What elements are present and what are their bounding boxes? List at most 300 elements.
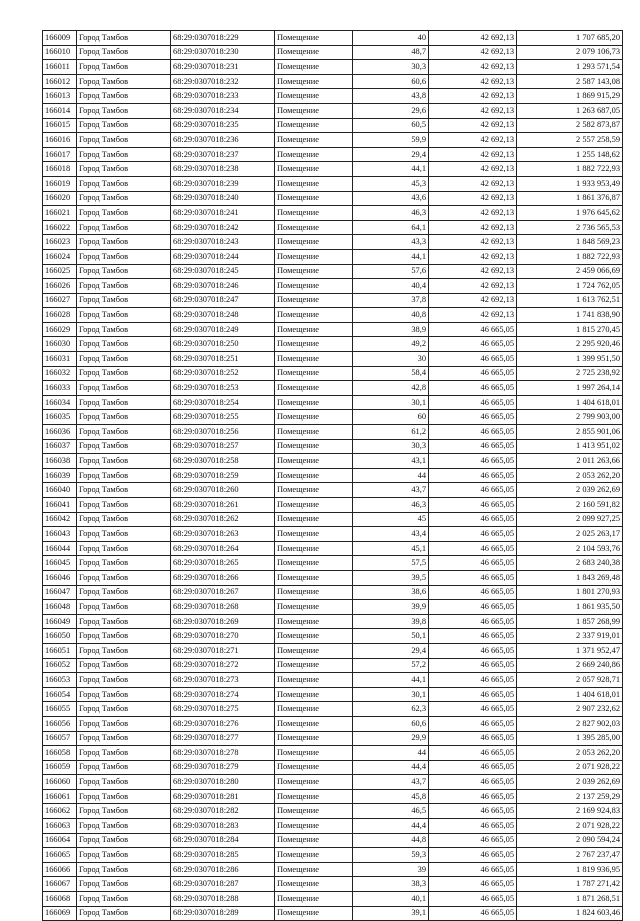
object-type-cell: Помещение (275, 293, 353, 308)
cadastral-value-cell: 1 399 951,50 (517, 352, 623, 367)
row-id-cell: 166037 (43, 439, 77, 454)
table-row (43, 410, 623, 425)
cadastral-value-cell: 2 099 927,25 (517, 512, 623, 527)
area-cell: 43,6 (353, 191, 429, 206)
object-type-cell: Помещение (275, 746, 353, 761)
cadastral-value-cell: 2 039 262,69 (517, 483, 623, 498)
cadastral-value-cell: 2 071 928,22 (517, 819, 623, 834)
cadastral-number-cell: 68:29:0307018:258 (171, 454, 275, 469)
row-id-cell: 166018 (43, 162, 77, 177)
city-cell: Город Тамбов (77, 235, 171, 250)
cadastral-number-cell: 68:29:0307018:249 (171, 322, 275, 337)
cadastral-number-cell: 68:29:0307018:236 (171, 133, 275, 148)
row-id-cell: 166068 (43, 892, 77, 907)
row-id-cell: 166041 (43, 498, 77, 513)
city-cell: Город Тамбов (77, 31, 171, 46)
cadastral-number-cell: 68:29:0307018:254 (171, 395, 275, 410)
object-type-cell: Помещение (275, 60, 353, 75)
object-type-cell: Помещение (275, 249, 353, 264)
unit-value-cell: 42 692,13 (429, 60, 517, 75)
city-cell: Город Тамбов (77, 191, 171, 206)
unit-value-cell: 42 692,13 (429, 103, 517, 118)
row-id-cell: 166056 (43, 716, 77, 731)
cadastral-value-cell: 1 882 722,93 (517, 249, 623, 264)
city-cell: Город Тамбов (77, 395, 171, 410)
unit-value-cell: 46 665,05 (429, 439, 517, 454)
cadastral-value-cell: 2 169 924,83 (517, 804, 623, 819)
cadastral-number-cell: 68:29:0307018:262 (171, 512, 275, 527)
unit-value-cell: 42 692,13 (429, 89, 517, 104)
row-id-cell: 166026 (43, 279, 77, 294)
table-row (43, 585, 623, 600)
cadastral-number-cell: 68:29:0307018:238 (171, 162, 275, 177)
cadastral-number-cell: 68:29:0307018:261 (171, 498, 275, 513)
object-type-cell: Помещение (275, 454, 353, 469)
cadastral-value-cell: 1 404 618,01 (517, 687, 623, 702)
city-cell: Город Тамбов (77, 147, 171, 162)
row-id-cell: 166047 (43, 585, 77, 600)
unit-value-cell: 46 665,05 (429, 892, 517, 907)
unit-value-cell: 46 665,05 (429, 410, 517, 425)
cadastral-value-cell: 2 459 066,69 (517, 264, 623, 279)
city-cell: Город Тамбов (77, 103, 171, 118)
area-cell: 44 (353, 468, 429, 483)
unit-value-cell: 46 665,05 (429, 322, 517, 337)
city-cell: Город Тамбов (77, 906, 171, 921)
unit-value-cell: 46 665,05 (429, 454, 517, 469)
cadastral-value-cell: 1 882 722,93 (517, 162, 623, 177)
area-cell: 44,1 (353, 673, 429, 688)
object-type-cell: Помещение (275, 673, 353, 688)
table-row (43, 862, 623, 877)
cadastral-number-cell: 68:29:0307018:247 (171, 293, 275, 308)
city-cell: Город Тамбов (77, 45, 171, 60)
table-row (43, 570, 623, 585)
object-type-cell: Помещение (275, 45, 353, 60)
area-cell: 29,6 (353, 103, 429, 118)
table-row (43, 906, 623, 921)
city-cell: Город Тамбов (77, 614, 171, 629)
unit-value-cell: 46 665,05 (429, 381, 517, 396)
object-type-cell: Помещение (275, 162, 353, 177)
cadastral-value-cell: 2 669 240,86 (517, 658, 623, 673)
city-cell: Город Тамбов (77, 60, 171, 75)
table-row (43, 673, 623, 688)
object-type-cell: Помещение (275, 118, 353, 133)
cadastral-number-cell: 68:29:0307018:273 (171, 673, 275, 688)
city-cell: Город Тамбов (77, 220, 171, 235)
unit-value-cell: 42 692,13 (429, 249, 517, 264)
unit-value-cell: 46 665,05 (429, 585, 517, 600)
area-cell: 44,1 (353, 249, 429, 264)
row-id-cell: 166016 (43, 133, 77, 148)
cadastral-number-cell: 68:29:0307018:257 (171, 439, 275, 454)
table-row (43, 848, 623, 863)
table-row (43, 147, 623, 162)
row-id-cell: 166042 (43, 512, 77, 527)
unit-value-cell: 46 665,05 (429, 512, 517, 527)
table-row (43, 381, 623, 396)
area-cell: 45,8 (353, 789, 429, 804)
row-id-cell: 166033 (43, 381, 77, 396)
area-cell: 59,9 (353, 133, 429, 148)
area-cell: 39,9 (353, 600, 429, 615)
unit-value-cell: 46 665,05 (429, 600, 517, 615)
unit-value-cell: 46 665,05 (429, 848, 517, 863)
table-row (43, 45, 623, 60)
city-cell: Город Тамбов (77, 483, 171, 498)
row-id-cell: 166064 (43, 833, 77, 848)
row-id-cell: 166029 (43, 322, 77, 337)
unit-value-cell: 46 665,05 (429, 629, 517, 644)
area-cell: 46,5 (353, 804, 429, 819)
area-cell: 45,1 (353, 541, 429, 556)
row-id-cell: 166057 (43, 731, 77, 746)
unit-value-cell: 46 665,05 (429, 862, 517, 877)
unit-value-cell: 42 692,13 (429, 264, 517, 279)
cadastral-number-cell: 68:29:0307018:275 (171, 702, 275, 717)
unit-value-cell: 42 692,13 (429, 279, 517, 294)
unit-value-cell: 46 665,05 (429, 906, 517, 921)
cadastral-number-cell: 68:29:0307018:282 (171, 804, 275, 819)
area-cell: 30,3 (353, 439, 429, 454)
cadastral-value-cell: 2 827 902,03 (517, 716, 623, 731)
cadastral-value-cell: 1 801 270,93 (517, 585, 623, 600)
table-row (43, 337, 623, 352)
table-row (43, 133, 623, 148)
unit-value-cell: 46 665,05 (429, 702, 517, 717)
table-row (43, 629, 623, 644)
table-row (43, 775, 623, 790)
row-id-cell: 166069 (43, 906, 77, 921)
cadastral-number-cell: 68:29:0307018:243 (171, 235, 275, 250)
cadastral-value-cell: 1 395 285,00 (517, 731, 623, 746)
object-type-cell: Помещение (275, 220, 353, 235)
cadastral-value-cell: 1 869 915,29 (517, 89, 623, 104)
cadastral-number-cell: 68:29:0307018:281 (171, 789, 275, 804)
area-cell: 46,3 (353, 206, 429, 221)
table-row (43, 31, 623, 46)
city-cell: Город Тамбов (77, 352, 171, 367)
area-cell: 37,8 (353, 293, 429, 308)
cadastral-value-cell: 2 071 928,22 (517, 760, 623, 775)
table-row (43, 249, 623, 264)
area-cell: 44,4 (353, 760, 429, 775)
area-cell: 39 (353, 862, 429, 877)
cadastral-number-cell: 68:29:0307018:277 (171, 731, 275, 746)
cadastral-value-cell: 1 848 569,23 (517, 235, 623, 250)
cadastral-number-cell: 68:29:0307018:242 (171, 220, 275, 235)
row-id-cell: 166036 (43, 425, 77, 440)
object-type-cell: Помещение (275, 352, 353, 367)
city-cell: Город Тамбов (77, 862, 171, 877)
row-id-cell: 166011 (43, 60, 77, 75)
area-cell: 48,7 (353, 45, 429, 60)
table-row (43, 614, 623, 629)
unit-value-cell: 46 665,05 (429, 716, 517, 731)
table-row (43, 352, 623, 367)
cadastral-number-cell: 68:29:0307018:253 (171, 381, 275, 396)
row-id-cell: 166066 (43, 862, 77, 877)
object-type-cell: Помещение (275, 892, 353, 907)
cadastral-number-cell: 68:29:0307018:286 (171, 862, 275, 877)
object-type-cell: Помещение (275, 775, 353, 790)
row-id-cell: 166039 (43, 468, 77, 483)
cadastral-value-cell: 2 557 258,59 (517, 133, 623, 148)
area-cell: 61,2 (353, 425, 429, 440)
unit-value-cell: 46 665,05 (429, 775, 517, 790)
cadastral-value-cell: 2 855 901,06 (517, 425, 623, 440)
object-type-cell: Помещение (275, 31, 353, 46)
object-type-cell: Помещение (275, 206, 353, 221)
row-id-cell: 166027 (43, 293, 77, 308)
cadastral-number-cell: 68:29:0307018:288 (171, 892, 275, 907)
cadastral-value-cell: 2 683 240,38 (517, 556, 623, 571)
table-row (43, 731, 623, 746)
unit-value-cell: 46 665,05 (429, 498, 517, 513)
city-cell: Город Тамбов (77, 206, 171, 221)
table-row (43, 308, 623, 323)
row-id-cell: 166038 (43, 454, 77, 469)
cadastral-value-cell: 1 724 762,05 (517, 279, 623, 294)
area-cell: 40 (353, 31, 429, 46)
cadastral-value-cell: 2 295 920,46 (517, 337, 623, 352)
city-cell: Город Тамбов (77, 541, 171, 556)
object-type-cell: Помещение (275, 848, 353, 863)
city-cell: Город Тамбов (77, 687, 171, 702)
unit-value-cell: 42 692,13 (429, 74, 517, 89)
city-cell: Город Тамбов (77, 673, 171, 688)
cadastral-value-cell: 1 787 271,42 (517, 877, 623, 892)
cadastral-value-cell: 1 293 571,54 (517, 60, 623, 75)
row-id-cell: 166020 (43, 191, 77, 206)
table-row (43, 556, 623, 571)
object-type-cell: Помещение (275, 877, 353, 892)
cadastral-value-cell: 2 057 928,71 (517, 673, 623, 688)
table-row (43, 600, 623, 615)
table-row (43, 833, 623, 848)
unit-value-cell: 46 665,05 (429, 366, 517, 381)
cadastral-number-cell: 68:29:0307018:276 (171, 716, 275, 731)
row-id-cell: 166058 (43, 746, 77, 761)
cadastral-number-cell: 68:29:0307018:268 (171, 600, 275, 615)
city-cell: Город Тамбов (77, 629, 171, 644)
cadastral-value-cell: 2 025 263,17 (517, 527, 623, 542)
cadastral-value-cell: 2 011 263,66 (517, 454, 623, 469)
cadastral-number-cell: 68:29:0307018:230 (171, 45, 275, 60)
row-id-cell: 166061 (43, 789, 77, 804)
area-cell: 30,3 (353, 60, 429, 75)
table-row (43, 643, 623, 658)
city-cell: Город Тамбов (77, 322, 171, 337)
area-cell: 57,2 (353, 658, 429, 673)
table-row (43, 512, 623, 527)
object-type-cell: Помещение (275, 483, 353, 498)
cadastral-number-cell: 68:29:0307018:235 (171, 118, 275, 133)
cadastral-number-cell: 68:29:0307018:259 (171, 468, 275, 483)
area-cell: 49,2 (353, 337, 429, 352)
city-cell: Город Тамбов (77, 819, 171, 834)
object-type-cell: Помещение (275, 687, 353, 702)
object-type-cell: Помещение (275, 337, 353, 352)
unit-value-cell: 46 665,05 (429, 352, 517, 367)
area-cell: 30,1 (353, 687, 429, 702)
cadastral-number-cell: 68:29:0307018:240 (171, 191, 275, 206)
row-id-cell: 166040 (43, 483, 77, 498)
unit-value-cell: 42 692,13 (429, 133, 517, 148)
unit-value-cell: 46 665,05 (429, 673, 517, 688)
area-cell: 29,4 (353, 147, 429, 162)
object-type-cell: Помещение (275, 527, 353, 542)
city-cell: Город Тамбов (77, 877, 171, 892)
row-id-cell: 166050 (43, 629, 77, 644)
cadastral-number-cell: 68:29:0307018:256 (171, 425, 275, 440)
area-cell: 44,1 (353, 162, 429, 177)
object-type-cell: Помещение (275, 862, 353, 877)
cadastral-number-cell: 68:29:0307018:229 (171, 31, 275, 46)
city-cell: Город Тамбов (77, 410, 171, 425)
unit-value-cell: 46 665,05 (429, 614, 517, 629)
city-cell: Город Тамбов (77, 643, 171, 658)
city-cell: Город Тамбов (77, 439, 171, 454)
city-cell: Город Тамбов (77, 454, 171, 469)
cadastral-number-cell: 68:29:0307018:255 (171, 410, 275, 425)
unit-value-cell: 46 665,05 (429, 556, 517, 571)
cadastral-number-cell: 68:29:0307018:250 (171, 337, 275, 352)
city-cell: Город Тамбов (77, 892, 171, 907)
row-id-cell: 166022 (43, 220, 77, 235)
city-cell: Город Тамбов (77, 468, 171, 483)
unit-value-cell: 46 665,05 (429, 687, 517, 702)
table-row (43, 220, 623, 235)
unit-value-cell: 46 665,05 (429, 425, 517, 440)
city-cell: Город Тамбов (77, 162, 171, 177)
cadastral-value-cell: 2 104 593,76 (517, 541, 623, 556)
object-type-cell: Помещение (275, 643, 353, 658)
cadastral-value-cell: 1 613 762,51 (517, 293, 623, 308)
cadastral-number-cell: 68:29:0307018:270 (171, 629, 275, 644)
cadastral-value-cell: 1 255 148,62 (517, 147, 623, 162)
city-cell: Город Тамбов (77, 789, 171, 804)
cadastral-value-cell: 2 582 873,87 (517, 118, 623, 133)
cadastral-value-cell: 1 861 935,50 (517, 600, 623, 615)
area-cell: 39,8 (353, 614, 429, 629)
unit-value-cell: 42 692,13 (429, 162, 517, 177)
unit-value-cell: 42 692,13 (429, 191, 517, 206)
city-cell: Город Тамбов (77, 74, 171, 89)
table-row (43, 176, 623, 191)
object-type-cell: Помещение (275, 789, 353, 804)
area-cell: 39,5 (353, 570, 429, 585)
cadastral-value-cell: 2 736 565,53 (517, 220, 623, 235)
city-cell: Город Тамбов (77, 381, 171, 396)
object-type-cell: Помещение (275, 366, 353, 381)
cadastral-number-cell: 68:29:0307018:246 (171, 279, 275, 294)
unit-value-cell: 42 692,13 (429, 118, 517, 133)
unit-value-cell: 42 692,13 (429, 206, 517, 221)
area-cell: 44,4 (353, 819, 429, 834)
area-cell: 60 (353, 410, 429, 425)
unit-value-cell: 46 665,05 (429, 337, 517, 352)
table-row (43, 454, 623, 469)
area-cell: 62,3 (353, 702, 429, 717)
city-cell: Город Тамбов (77, 775, 171, 790)
area-cell: 60,6 (353, 716, 429, 731)
area-cell: 40,1 (353, 892, 429, 907)
object-type-cell: Помещение (275, 381, 353, 396)
cadastral-value-cell: 1 861 376,87 (517, 191, 623, 206)
table-row (43, 746, 623, 761)
row-id-cell: 166024 (43, 249, 77, 264)
unit-value-cell: 46 665,05 (429, 760, 517, 775)
table-row (43, 819, 623, 834)
cadastral-number-cell: 68:29:0307018:231 (171, 60, 275, 75)
row-id-cell: 166043 (43, 527, 77, 542)
object-type-cell: Помещение (275, 614, 353, 629)
table-row (43, 366, 623, 381)
city-cell: Город Тамбов (77, 279, 171, 294)
row-id-cell: 166052 (43, 658, 77, 673)
area-cell: 29,9 (353, 731, 429, 746)
cadastral-number-cell: 68:29:0307018:248 (171, 308, 275, 323)
table-body (43, 31, 623, 921)
row-id-cell: 166051 (43, 643, 77, 658)
object-type-cell: Помещение (275, 425, 353, 440)
object-type-cell: Помещение (275, 702, 353, 717)
object-type-cell: Помещение (275, 556, 353, 571)
cadastral-number-cell: 68:29:0307018:287 (171, 877, 275, 892)
city-cell: Город Тамбов (77, 804, 171, 819)
cadastral-value-cell: 1 413 951,02 (517, 439, 623, 454)
table-row (43, 877, 623, 892)
object-type-cell: Помещение (275, 468, 353, 483)
area-cell: 64,1 (353, 220, 429, 235)
unit-value-cell: 46 665,05 (429, 643, 517, 658)
cadastral-number-cell: 68:29:0307018:252 (171, 366, 275, 381)
row-id-cell: 166044 (43, 541, 77, 556)
table-row (43, 264, 623, 279)
table-row (43, 439, 623, 454)
area-cell: 43,1 (353, 454, 429, 469)
table-row (43, 235, 623, 250)
city-cell: Город Тамбов (77, 425, 171, 440)
property-table (42, 30, 623, 921)
row-id-cell: 166055 (43, 702, 77, 717)
unit-value-cell: 46 665,05 (429, 483, 517, 498)
area-cell: 43,8 (353, 89, 429, 104)
area-cell: 57,5 (353, 556, 429, 571)
city-cell: Город Тамбов (77, 848, 171, 863)
area-cell: 50,1 (353, 629, 429, 644)
cadastral-value-cell: 2 053 262,20 (517, 746, 623, 761)
area-cell: 60,6 (353, 74, 429, 89)
unit-value-cell: 46 665,05 (429, 833, 517, 848)
object-type-cell: Помещение (275, 629, 353, 644)
row-id-cell: 166059 (43, 760, 77, 775)
area-cell: 44 (353, 746, 429, 761)
object-type-cell: Помещение (275, 906, 353, 921)
city-cell: Город Тамбов (77, 264, 171, 279)
city-cell: Город Тамбов (77, 702, 171, 717)
unit-value-cell: 46 665,05 (429, 395, 517, 410)
cadastral-value-cell: 1 871 268,51 (517, 892, 623, 907)
city-cell: Город Тамбов (77, 337, 171, 352)
object-type-cell: Помещение (275, 308, 353, 323)
area-cell: 40,4 (353, 279, 429, 294)
unit-value-cell: 42 692,13 (429, 293, 517, 308)
table-row (43, 483, 623, 498)
cadastral-value-cell: 2 799 903,00 (517, 410, 623, 425)
